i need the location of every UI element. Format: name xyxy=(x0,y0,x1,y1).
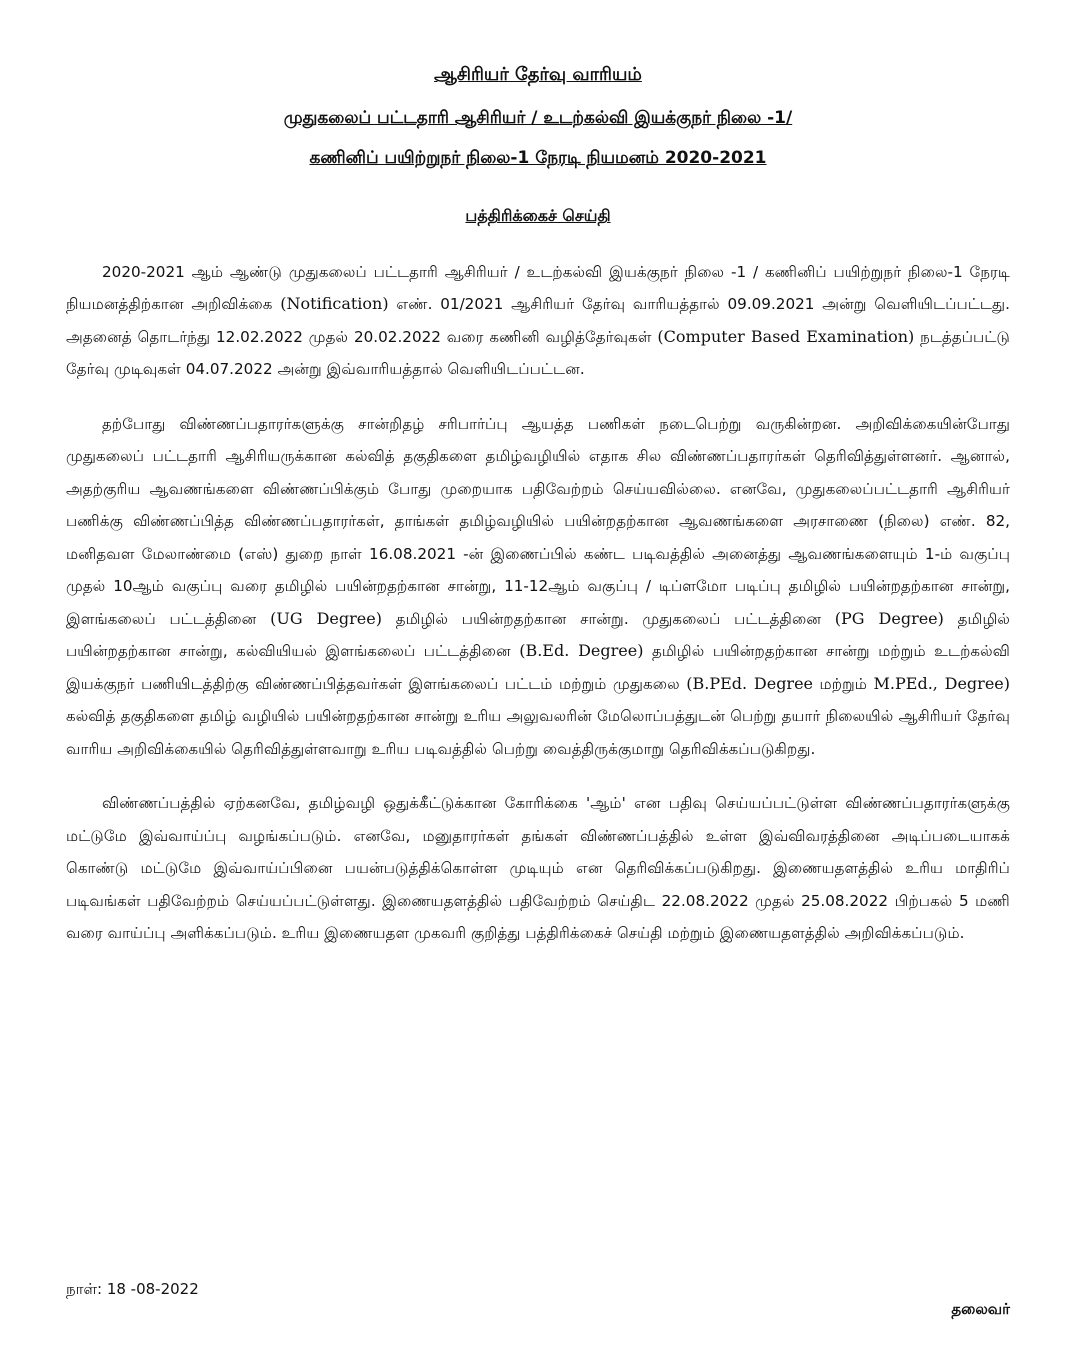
paragraph-1 xyxy=(66,256,1010,386)
p2-bped-term: (B.PEd. Degree xyxy=(686,673,814,693)
footer xyxy=(66,1280,1010,1320)
subtitle-line-2: கணினிப் பயிற்றுநர் நிலை-1 நேரடி நியமனம் 2020-2021 xyxy=(309,147,767,168)
subtitle-line-1: முதுகலைப் பட்டதாரி ஆசிரியர் / உடற்கல்வி இயக்குநர் நிலை -1/ xyxy=(283,107,793,128)
p2-text-e: தமிழில் பயின்றதற்கான சான்று, கல்வியியல் இளங்கலைப் பட்டத்தினை xyxy=(66,609,1011,661)
p2-ug-term: (UG Degree) xyxy=(270,608,382,628)
paragraph-3: விண்ணப்பத்தில் ஏற்கனவே, தமிழ்வழி ஒதுக்கீட்டுக்கான கோரிக்கை 'ஆம்' என பதிவு செய்யப்பட்டுள்ள விண்ணப்பதாரர்களுக்கு மட்டுமே இவ்வாய்ப்பு வழங்கப்படும். எனவே, மனுதாரர்கள் தங்கள் விண்ணப்பத்தில் உள்ள இவ்விவரத்தினை அடிப்படையாகக் கொண்டு மட்டுமே இவ்வாய்ப்பினை பயன்படுத்திக்கொள்ள முடியும் என தெரிவிக்கப்படுகிறது. இணையதளத்தில் உரிய மாதிரிப் படிவங்கள் பதிவேற்றம் செய்யப்பட்டுள்ளது. இணையதளத்தில் பதிவேற்றம் செய்திட 22.08.2022 முதல் 25.08.2022 பிற்பகல் 5 மணி வரை வாய்ப்பு அளிக்கப்படும். உரிய இணையதள முகவரி குறித்து பத்திரிக்கைச் செய்தி மற்றும் இணையதளத்தில் அறிவிக்கப்படும். xyxy=(66,794,1010,943)
p2-mped-term: M.PEd., Degree) xyxy=(873,673,1010,693)
p2-pg-term: (PG Degree) xyxy=(834,608,944,628)
p1-text-a: 2020-2021 ஆம் ஆண்டு முதுகலைப் பட்டதாரி ஆசிரியர் / உடற்கல்வி இயக்குநர் நிலை -1 / கணினிப் பயிற்றுநர் நிலை-1 நேரடி நியமனத்திற்கான அறிவிக்கை xyxy=(66,262,1010,314)
signatory: தலைவர் xyxy=(951,1300,1010,1318)
p2-text-k: கல்வித் தகுதிகளை தமிழ் வழியில் பயின்றதற்கான சான்று உரிய அலுவலரின் மேலொப்பத்துடன் பெற்று தயார் நிலையில் ஆசிரியர் தேர்வு வாரிய அறிவிக்கையில் தெரிவித்துள்ளவாறு உரிய படிவத்தில் பெற்று வைத்திருக்குமாறு தெரிவிக்கப்படுகிறது. xyxy=(66,707,1010,758)
p1-text-c: எண். 01/2021 ஆசிரியர் தேர்வு வாரியத்தால் 09.09.2021 அன்று வெளியிடப்பட்டது. அதனைத் தொடர்ந்து 12.02.2022 முதல் 20.02.2022 வரை கணினி வழித்தேர்வுகள் xyxy=(66,295,1010,346)
p1-text-e: நடத்தப்பட்டு தேர்வு முடிவுகள் 04.07.2022 அன்று இவ்வாரியத்தால் வெளியிடப்பட்டன. xyxy=(66,327,1010,379)
p2-text-g: தமிழில் பயின்றதற்கான சான்று மற்றும் உடற்கல்வி இயக்குநர் பணியிடத்திற்கு விண்ணப்பித்தவர்கள் இளங்கலைப் பட்டம் மற்றும் முதுகலை xyxy=(66,642,1011,693)
board-title: ஆசிரியர் தேர்வு வாரியம் xyxy=(434,64,642,85)
document-date: நாள்: 18 -08-2022 xyxy=(66,1280,199,1298)
p2-text-a: தற்போது விண்ணப்பதாரர்களுக்கு சான்றிதழ் சரிபார்ப்பு ஆயத்த பணிகள் நடைபெற்று வருகின்றன. அறிவிக்கையின்போது முதுகலைப் பட்டதாரி ஆசிரியருக்கான கல்வித் தகுதிகளை தமிழ்வழியில் எதாக சில விண்ணப்பதாரர்கள் தெரிவித்துள்ளனர். ஆனால், அதற்குரிய ஆவணங்களை விண்ணப்பிக்கும் போது முறையாக பதிவேற்றம் செய்யவில்லை. எனவே, முதுகலைப்பட்டதாரி ஆசிரியர் பணிக்கு விண்ணப்பித்த விண்ணப்பதாரர்கள், தாங்கள் தமிழ்வழியில் பயின்றதற்கான ஆவணங்களை அரசாணை (நிலை) எண். 82, மனிதவள மேலாண்மை (எஸ்) துறை நாள் 16.08.2021 -ன் இணைப்பில் கண்ட படிவத்தில் அனைத்து ஆவணங்களையும் 1-ம் வகுப்பு முதல் 10ஆம் வகுப்பு வரை தமிழில் பயின்றதற்கான சான்று, 11-12ஆம் வகுப்பு / டிப்ளமோ படிப்பு தமிழில் பயின்றதற்கான சான்று, இளங்கலைப் பட்டத்தினை xyxy=(66,414,1010,628)
p1-cbe-term: (Computer Based Examination) xyxy=(657,326,915,346)
paragraph-2 xyxy=(66,408,1010,766)
p2-text-i: மற்றும் xyxy=(813,674,874,693)
press-release-heading: பத்திரிக்கைச் செய்தி xyxy=(465,206,611,226)
p1-notification-term: (Notification) xyxy=(280,294,389,314)
p2-text-c: தமிழில் பயின்றதற்கான சான்று. முதுகலைப் பட்டத்தினை xyxy=(381,609,835,628)
p2-bed-term: (B.Ed. Degree) xyxy=(519,641,644,661)
